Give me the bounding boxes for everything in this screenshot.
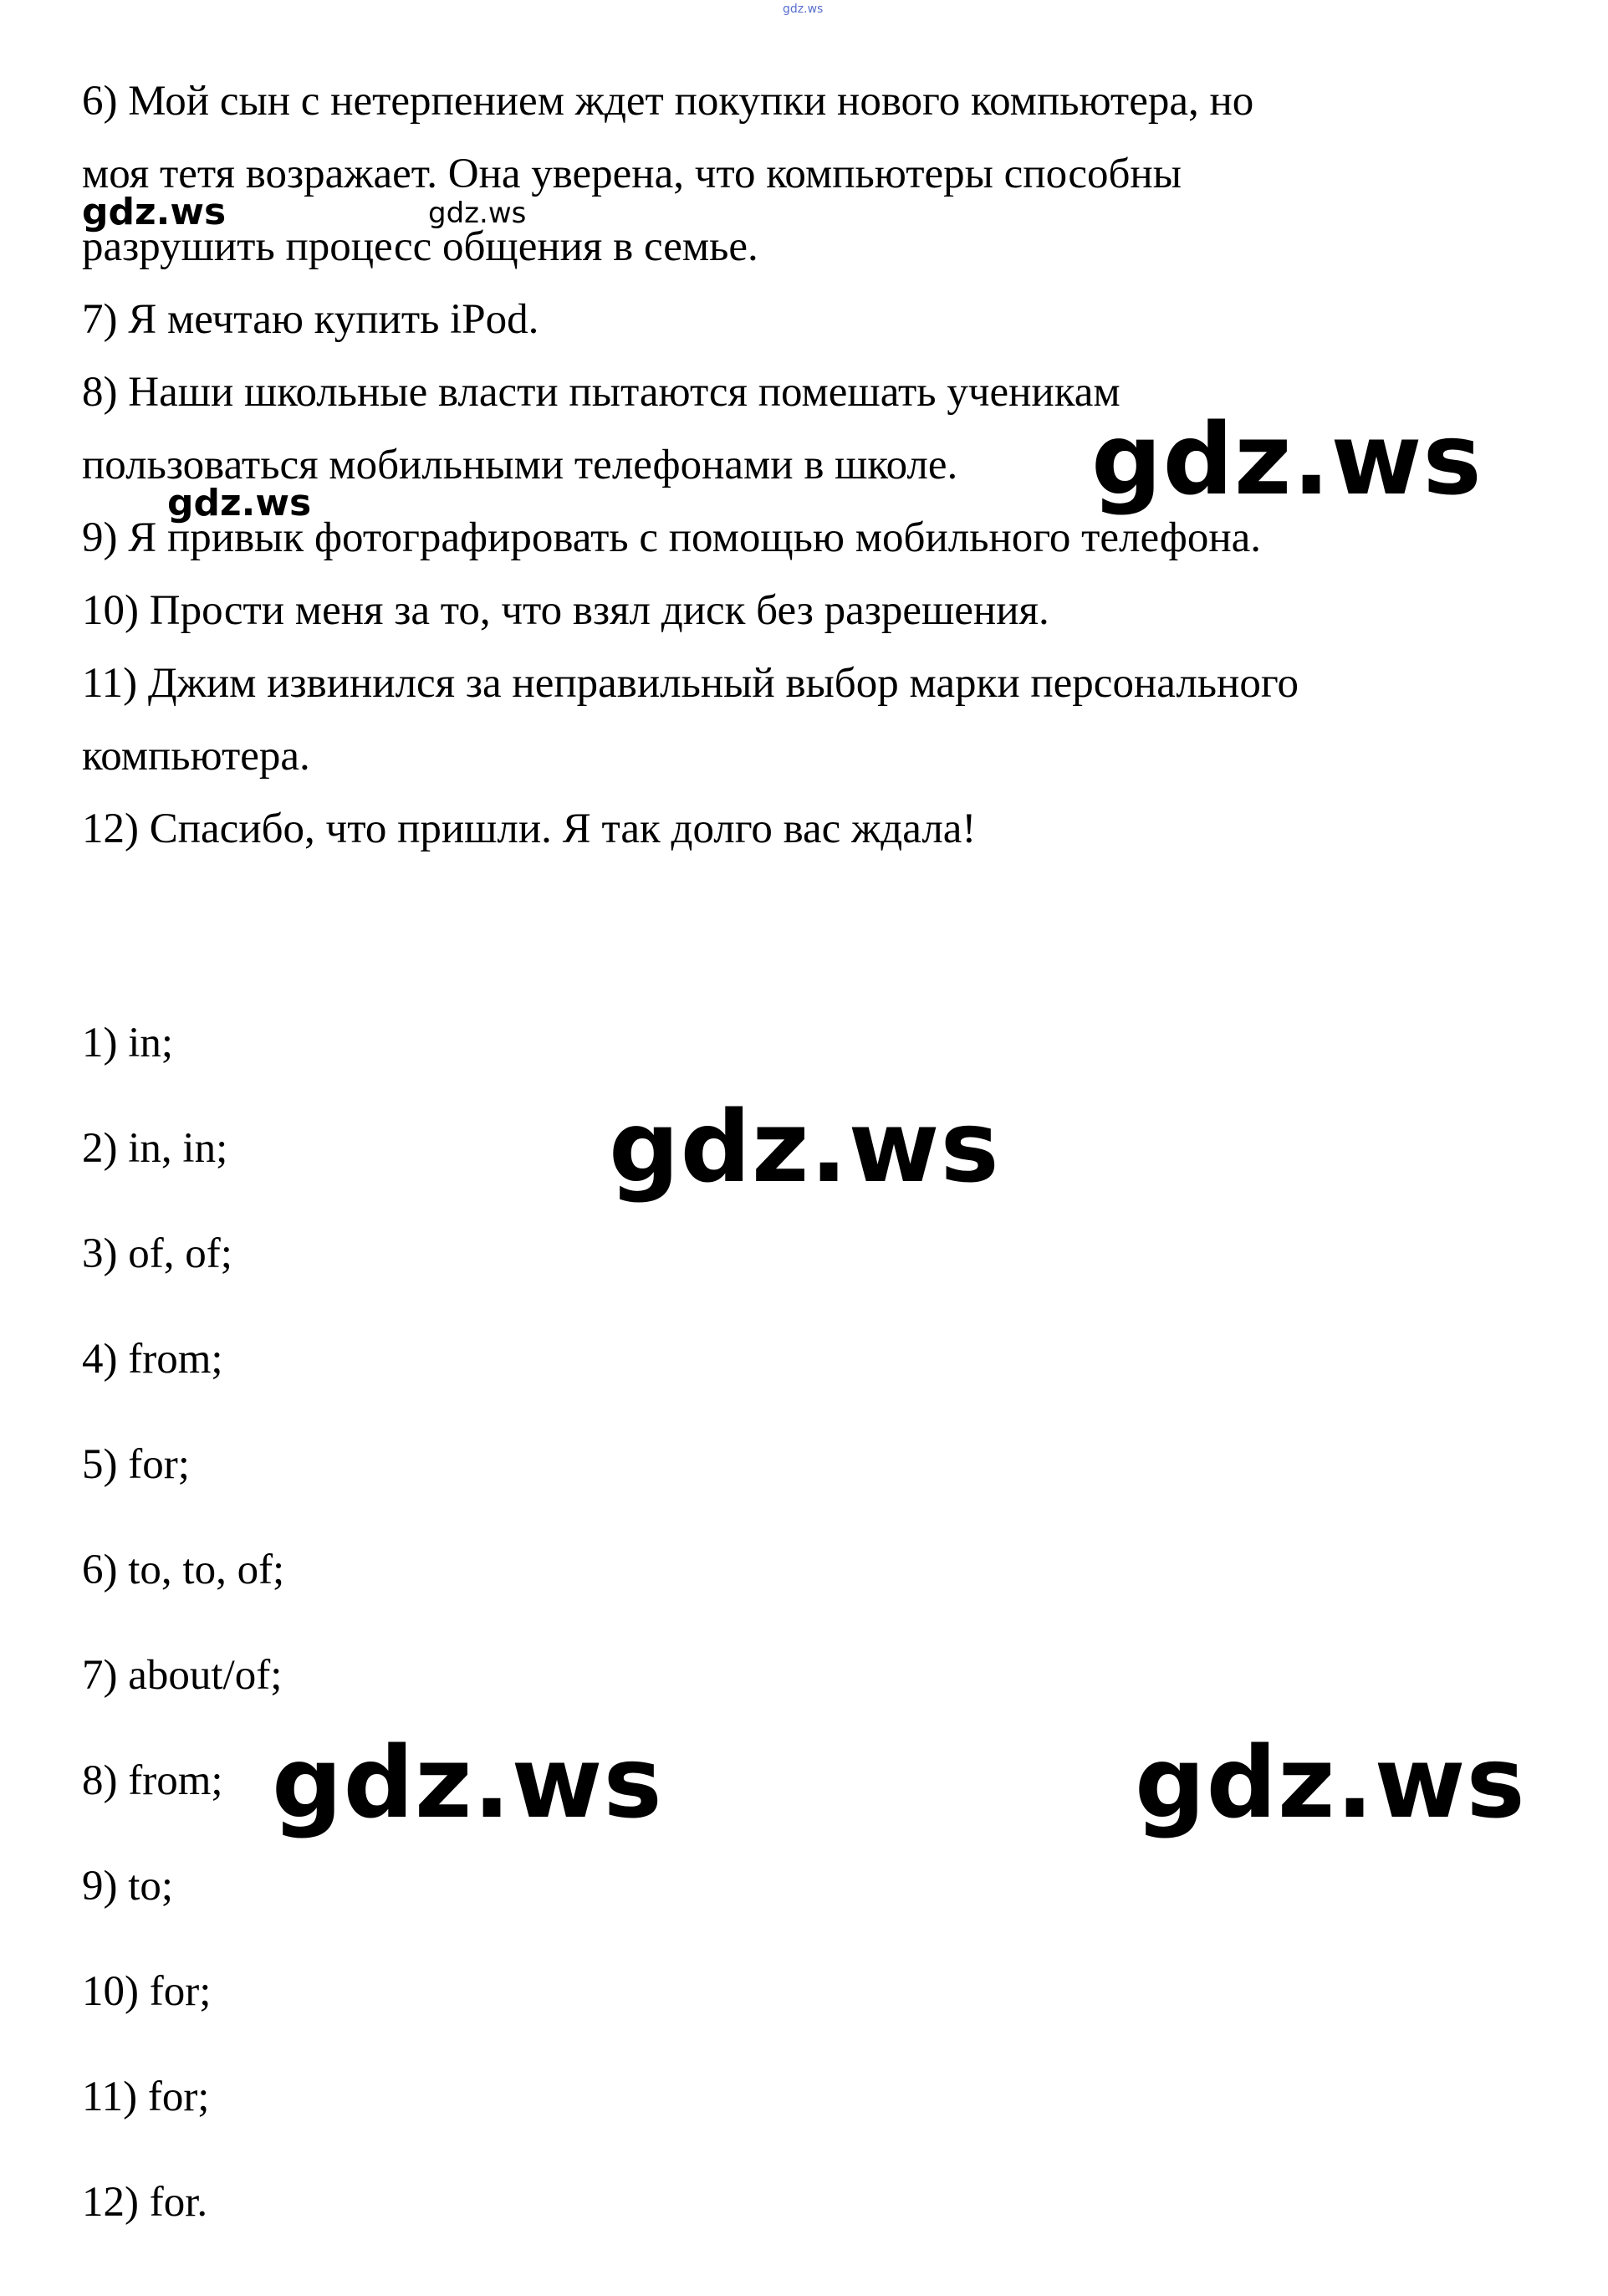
translation-line: пользоваться мобильными телефонами в школе. xyxy=(82,442,958,488)
answer-item: 12) for. xyxy=(82,2179,208,2226)
translation-line: 12) Спасибо, что пришли. Я так долго вас ждала! xyxy=(82,805,977,852)
translation-line: компьютера. xyxy=(82,733,310,780)
answer-item: 3) of, of; xyxy=(82,1230,232,1277)
watermark: gdz.ws xyxy=(428,197,527,230)
answer-item: 5) for; xyxy=(82,1441,190,1488)
answer-item: 10) for; xyxy=(82,1968,212,2015)
translation-line: моя тетя возражает. Она уверена, что компьютеры способны xyxy=(82,151,1182,197)
watermark: gdz.ws xyxy=(1135,1725,1526,1840)
answer-item: 9) to; xyxy=(82,1863,174,1910)
watermark: gdz.ws xyxy=(1091,401,1483,517)
watermark: gdz.ws xyxy=(167,482,312,524)
watermark: gdz.ws xyxy=(609,1089,1000,1204)
translation-line: 6) Мой сын с нетерпением ждет покупки нового компьютера, но xyxy=(82,78,1254,125)
answer-item: 6) to, to, of; xyxy=(82,1547,285,1593)
answer-item: 7) about/of; xyxy=(82,1652,283,1699)
answer-item: 8) from; xyxy=(82,1757,223,1804)
translation-line: 7) Я мечтаю купить iPod. xyxy=(82,296,539,343)
answer-item: 1) in; xyxy=(82,1020,174,1066)
answer-item: 4) from; xyxy=(82,1336,223,1383)
translation-line: 10) Прости меня за то, что взял диск без разрешения. xyxy=(82,587,1049,634)
answer-item: 2) in, in; xyxy=(82,1125,228,1172)
translation-line: 11) Джим извинился за неправильный выбор марки персонального xyxy=(82,660,1299,707)
watermark-top: gdz.ws xyxy=(783,3,824,16)
answer-item: 11) for; xyxy=(82,2074,210,2120)
watermark: gdz.ws xyxy=(272,1725,663,1840)
translation-line: 9) Я привык фотографировать с помощью мобильного телефона. xyxy=(82,514,1261,561)
watermark: gdz.ws xyxy=(82,191,227,233)
translation-line: 8) Наши школьные власти пытаются помешать ученикам xyxy=(82,369,1120,416)
translation-line: разрушить процесс общения в семье. xyxy=(82,223,758,270)
